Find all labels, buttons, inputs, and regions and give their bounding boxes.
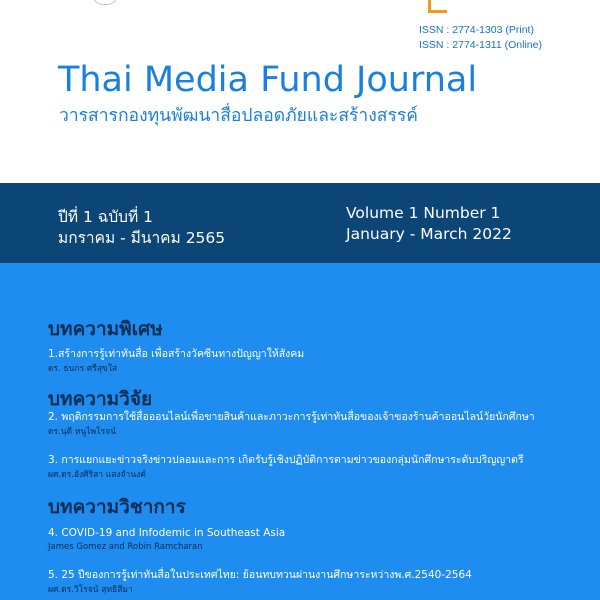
issue-volume-english: Volume 1 Number 1 (346, 204, 501, 222)
section-heading-special: บทความพิเศษ (48, 318, 163, 340)
section-heading-academic: บทความวิชาการ (48, 496, 186, 518)
article-title: 1.สร้างการรู้เท่าทันสื่อ เพื่อสร้างวัคซีนทางปัญญาให้สังคม (48, 348, 305, 360)
issn-online: ISSN : 2774-1311 (Online) (419, 39, 542, 51)
article-title: 2. พฤติกรรมการใช้สื่อออนไลน์เพื่อขายสินค้าและภาวะการรู้เท่าทันสื่อของเจ้าของร้านค้าออนไลน์วัยนักศึกษา (48, 411, 535, 423)
article-title: 4. COVID-19 and Infodemic in Southeast Asia (48, 527, 286, 539)
cover-header (0, 0, 600, 183)
article-author: ดร.นุดี หนูไพโรจน์ (48, 427, 117, 437)
article-author: ผศ.ดร.วิโรจน์ สุทธิสีมา (48, 585, 133, 595)
issn-print: ISSN : 2774-1303 (Print) (419, 24, 534, 36)
article-title: 5. 25 ปีของการรู้เท่าทันสื่อในประเทศไทย: ย้อนทบทวนผ่านงานศึกษาระหว่างพ.ศ.2540-2564 (48, 569, 472, 581)
seal-logo-icon (92, 0, 118, 5)
article-author: ผศ.ดร.อังศิริสา แสงจำนงค์ (48, 470, 146, 480)
issue-months-english: January - March 2022 (346, 225, 512, 243)
issue-months-thai: มกราคม - มีนาคม 2565 (58, 229, 226, 247)
article-title: 3. การแยกแยะข่าวจริงข่าวปลอมและการ เกิดรับรู้เชิงปฏิบัติการตามข่าวของกลุ่มนักศึกษาระดับปริญญาตรี (48, 454, 524, 466)
table-of-contents (0, 263, 600, 600)
issue-volume-thai: ปีที่ 1 ฉบับที่ 1 (58, 208, 154, 226)
journal-logo-icon (428, 0, 447, 13)
article-author: James Gomez and Robin Ramcharan (48, 542, 203, 552)
article-author: ดร. ธนกร ศรีสุขใส (48, 364, 118, 374)
issue-band (0, 183, 600, 263)
journal-subtitle-thai: วารสารกองทุนพัฒนาสื่อปลอดภัยและสร้างสรรค์ (59, 106, 418, 126)
section-heading-research: บทความวิจัย (48, 388, 153, 410)
journal-title: Thai Media Fund Journal (58, 60, 478, 100)
